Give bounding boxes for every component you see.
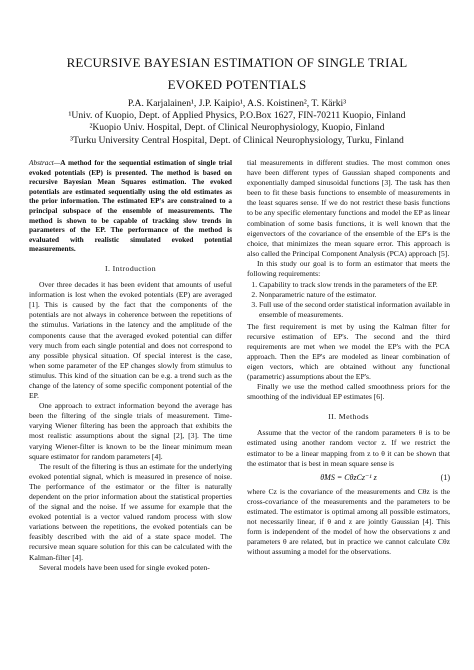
list-item: 1. Capability to track slow trends in the parameters of the EP. — [259, 280, 450, 290]
requirements-list — [247, 280, 450, 320]
section-heading-methods: II. Methods — [328, 412, 369, 422]
list-item: 3. Full use of the second order statistical information available in ensemble of measurements. — [259, 300, 450, 320]
intro-paragraph-4: Several models have been used for single evoked poten- — [39, 562, 210, 572]
abstract-text: A method for the sequential estimation of single trial evoked potentials (EP) is presented. The method is based on recursive Bayesian Mean Squares estimation. The evoked potentials are estimated sequentially using the old estimates as the prior information. The estimated EP's are constrained to a principal subspace of the ensemble of measurements. The method is shown to be capable of tracking slow trends in parameters of the EP. The performance of the method is evaluated with realistic simulated evoked potential measurements. — [29, 158, 232, 254]
methods-paragraph-1: Assume that the vector of the random parameters θ is to be estimated using another random vector z. If we restrict the estimator to be a linear mapping from z to θ it can be shown that the estimator that is best in mean square sense is — [247, 428, 450, 468]
intro-paragraph-7: The first requirement is met by using the Kalman filter for recursive estimation of EP's. The second and the third requirements are met when we model the EP's with the PCA approach. Then the EP's are modeled as linear combination of eigen vectors, which are obtained without any functional (parametric) assumptions about the EP's. — [247, 321, 450, 381]
affiliation-1: ¹Univ. of Kuopio, Dept. of Applied Physics, P.O.Box 1627, FIN-70211 Kuopio, Finland — [68, 110, 406, 122]
list-item: 2. Nonparametric nature of the estimator. — [259, 290, 450, 300]
left-column — [29, 158, 232, 573]
affiliation-2: ²Kuopio Univ. Hospital, Dept. of Clinical Neurophysiology, Kuopio, Finland — [89, 122, 385, 134]
right-column — [247, 158, 450, 557]
abstract-lead: Abstract— — [29, 158, 61, 167]
intro-paragraph-8: Finally we use the method called smoothness priors for the smoothing of the individual EP estimates [6]. — [247, 382, 450, 402]
affiliation-3: ³Turku University Central Hospital, Dept. of Clinical Neurophysiology, Turku, Finland — [70, 134, 404, 146]
intro-paragraph-5: tial measurements in different studies. The most common ones have been different types of Gaussian shaped components and exponentially damped sinusoidal functions [3]. The task has then been to fit these basis functions to ensemble of measurements in the least squares sense. If we do not restrict these basis functions to be any specific elementary functions and model the EP as linear combination of some basis functions, it is well known that the eigenvectors of the covariance of the ensemble of the EP's is the choice, that minimizes the mean square error. This approach is also called the Principal Component Analysis (PCA) approach [5]. — [247, 158, 450, 258]
intro-paragraph-6: In this study our goal is to form an estimator that meets the following requirements: — [247, 258, 450, 279]
methods-paragraph-2: where Cz is the covariance of the measurements and Cθz is the cross-covariance of the measurements and the parameters to be estimated. The estimator is optimal among all possible estimators, not necessarily linear, if θ and z are jointly Gaussian [4]. This form is independent of the model of how the observations z and parameters θ are related, but in practice we cannot calculate Cθz without assuming a model for the observations. — [247, 486, 450, 557]
paper-title — [20, 52, 454, 96]
intro-paragraph-3: The result of the filtering is thus an estimate for the underlying evoked potential signal, which is measured in presence of noise. The performance of the estimator or the filter is naturally dependent on the prior information about the statistical properties of the signal and the noise. If we assume for example that the evoked potential is a vector valued random process with slow variations between the repetitions, the evoked potentials can be feasibly described with the aid of a state space model. The recursive mean square solution for this can be calculated with the Kalman-filter [4]. — [29, 461, 232, 562]
title-line-1: RECURSIVE BAYESIAN ESTIMATION OF SINGLE TRIAL — [66, 55, 408, 70]
intro-paragraph-2: One approach to extract information beyond the average has been the filtering of the single trials of measurement. Time-varying Wiener filtering has been the approach that exhibits the most realistic assumptions about the signal [2], [3]. The time varying Wiener-filter is known to be the linear minimum mean square estimator for random parameters [4]. — [29, 401, 232, 461]
intro-paragraph-1: Over three decades it has been evident that amounts of useful information is lost when the evoked potentials (EP) are averaged [1]. This is caused by the fact that the components of the potentials are not always in coherence between the repetitions of the stimulus. Variations in the latency and the amplitude of the components cause that the averaged evoked potential can differ very much from each single potential and does not correspond to any possible physical situation. Of special interest is the case, when some parameter of the EP changes slowly from stimulus to stimulus. This kind of the situation can be e.g. a trend such as the change of the latency of some specific component potential of the EP. — [29, 280, 232, 401]
title-line-2: EVOKED POTENTIALS — [167, 77, 307, 92]
author-block — [20, 98, 454, 147]
equation-body: θ̂MS = CθzCz⁻¹ z — [320, 472, 377, 482]
abstract — [29, 158, 232, 254]
equation-number: (1) — [440, 472, 450, 482]
section-heading-introduction: I. Introduction — [104, 263, 157, 273]
author-names: P.A. Karjalainen¹, J.P. Kaipio¹, A.S. Koistinen², T. Kärki³ — [127, 98, 347, 109]
equation-1 — [247, 473, 450, 483]
